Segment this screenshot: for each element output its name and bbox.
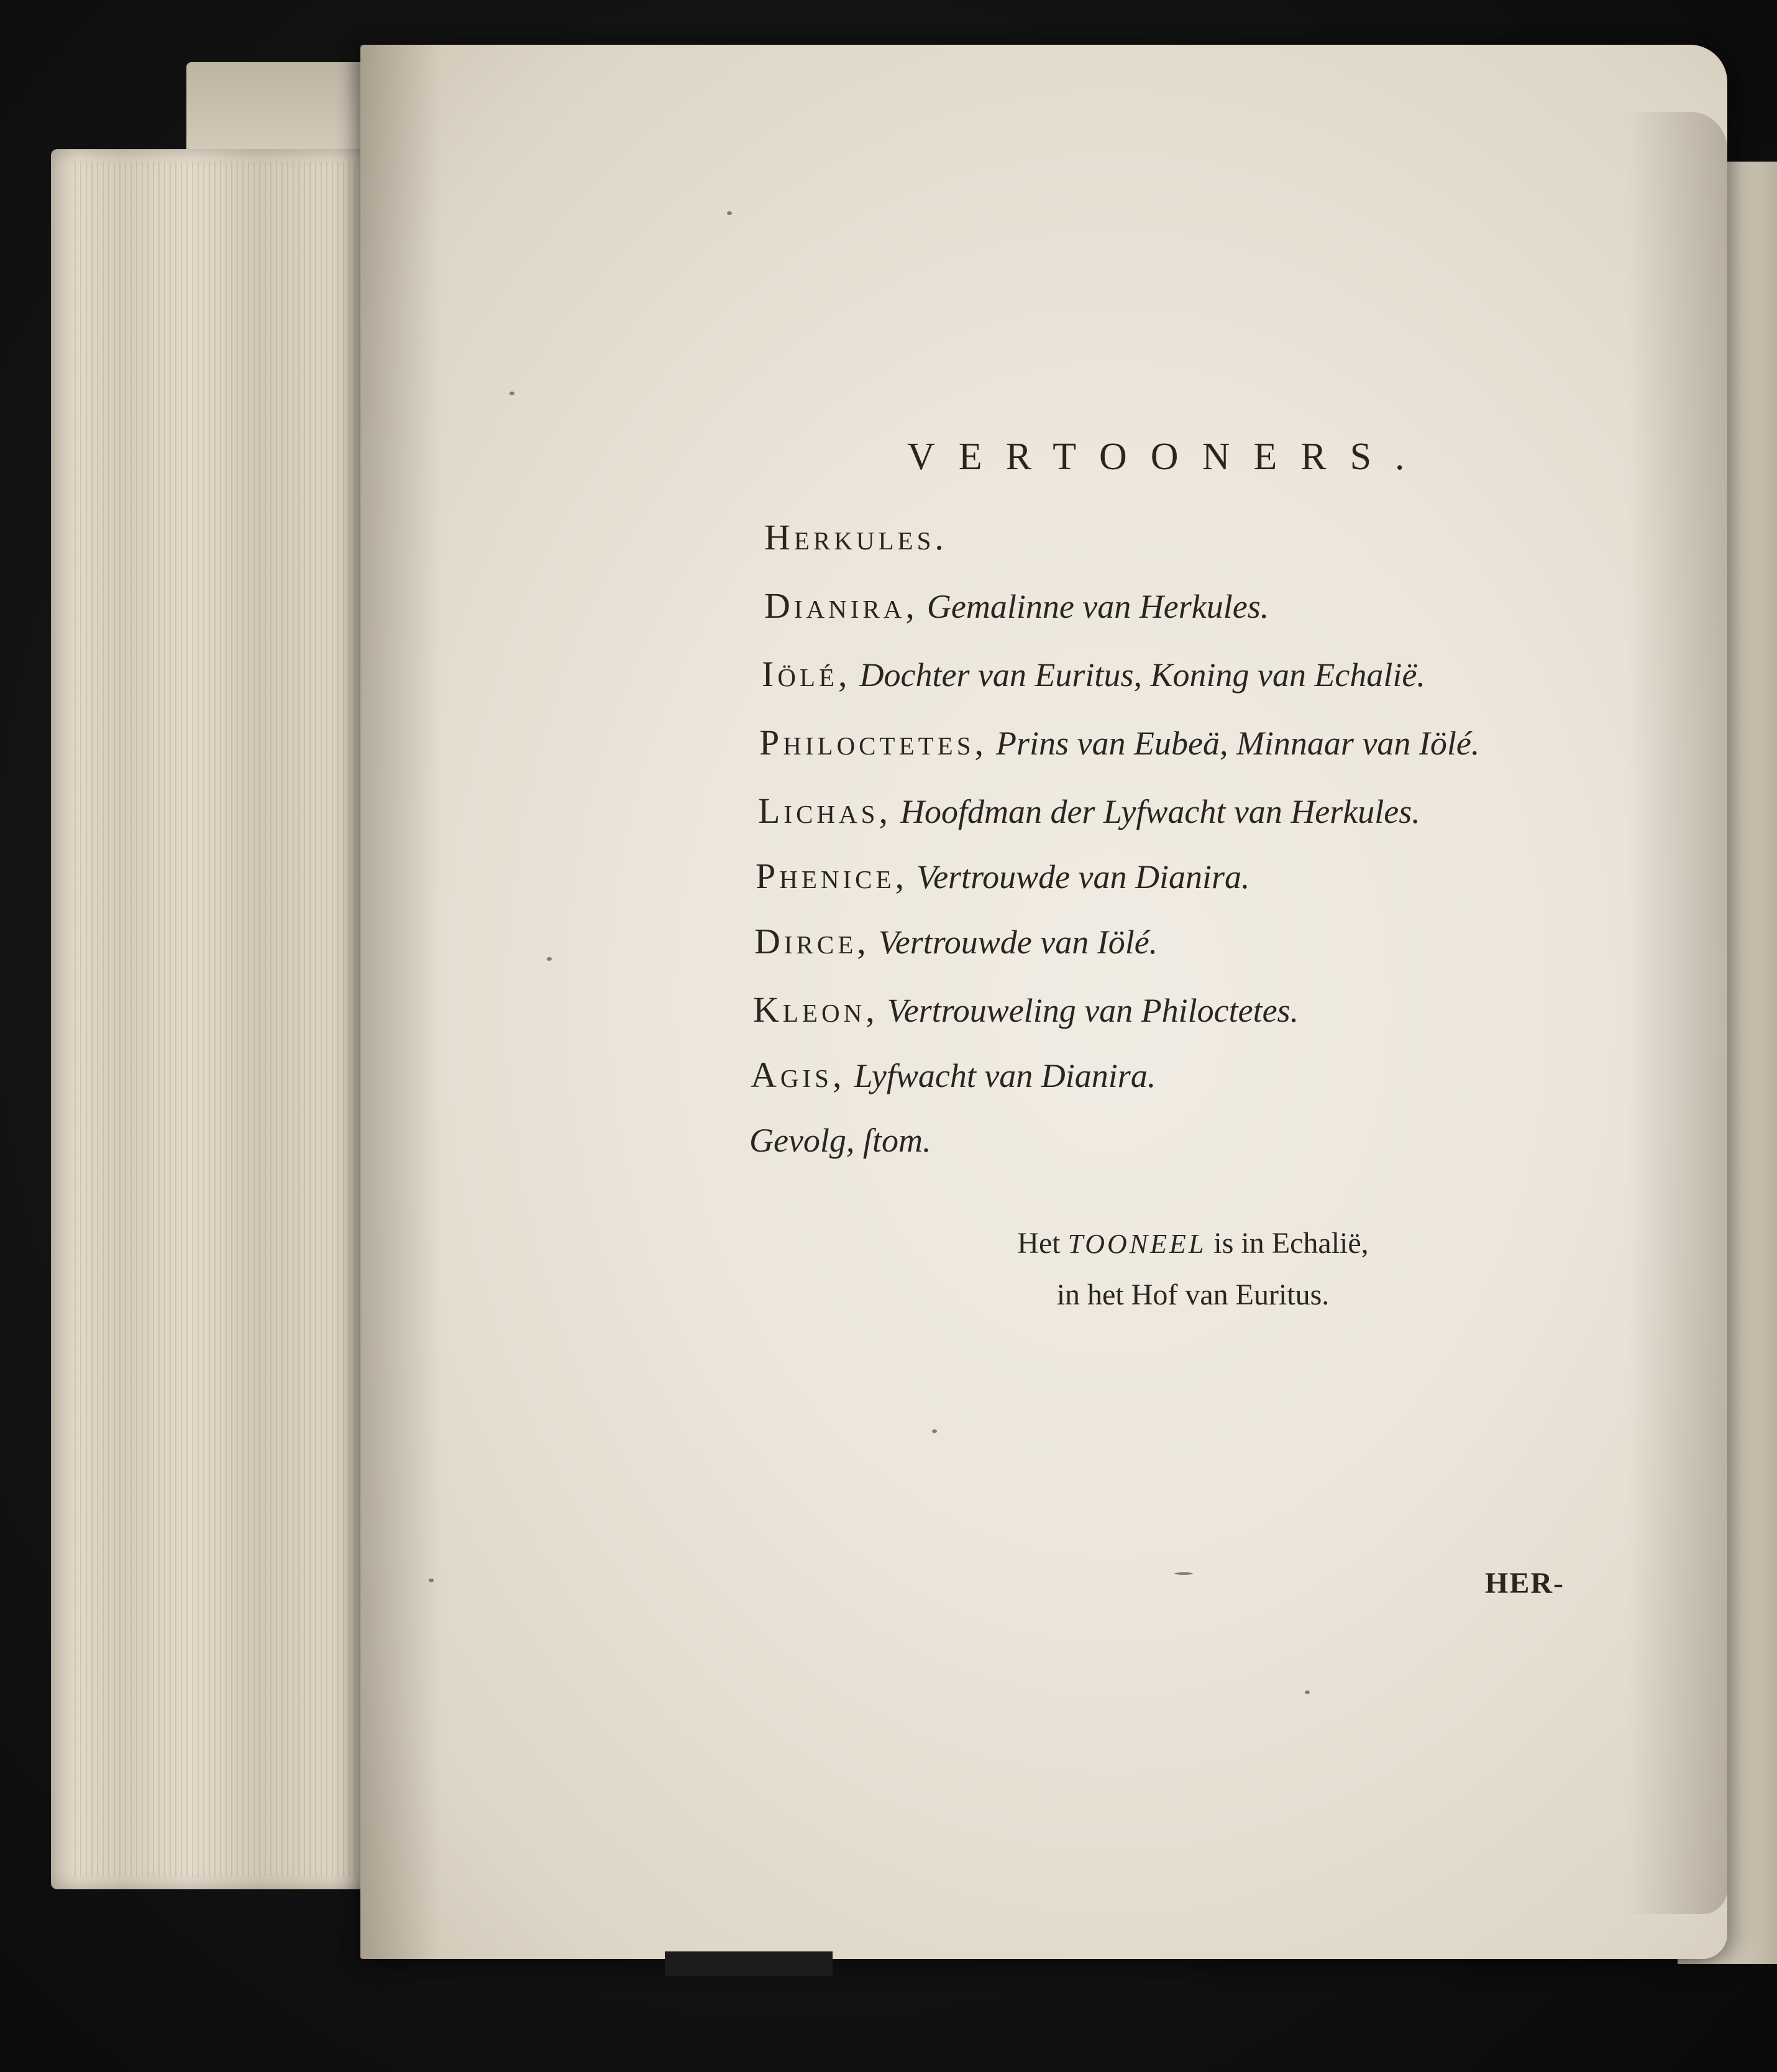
cast-description: Hoofdman der Lyfwacht van Herkules. xyxy=(900,793,1420,830)
paper-fleck xyxy=(509,392,514,395)
cast-name: Agis, xyxy=(751,1055,846,1095)
page-title: VERTOONERS. xyxy=(907,436,1428,478)
cast-name: Lichas, xyxy=(758,791,892,831)
paper-fleck xyxy=(429,1579,434,1582)
scene-line-2: in het Hof van Euritus. xyxy=(1056,1278,1330,1311)
paper-fleck xyxy=(932,1429,937,1433)
paper-fleck xyxy=(1305,1690,1310,1694)
catchword: HER- xyxy=(1485,1567,1565,1600)
cast-item xyxy=(754,920,1158,964)
cast-description: Prins van Eubeä, Minnaar van Iölé. xyxy=(996,725,1480,762)
cast-description: Vertrouweling van Philoctetes. xyxy=(887,992,1299,1029)
cast-description: Gemalinne van Herkules. xyxy=(926,588,1269,625)
paper-fleck xyxy=(1174,1572,1193,1575)
cast-item xyxy=(758,789,1420,833)
bottom-shadow xyxy=(665,1951,833,1976)
cast-item xyxy=(756,855,1250,899)
cast-description: Lyfwacht van Dianira. xyxy=(854,1057,1156,1094)
cast-item xyxy=(759,721,1479,765)
cast-description: Dochter van Euritus, Koning van Echalië. xyxy=(859,656,1425,694)
paper-fleck xyxy=(727,211,732,215)
cast-name: Kleon, xyxy=(753,989,879,1030)
cast-name: Dianira, xyxy=(764,585,918,626)
paper-fleck xyxy=(547,957,552,961)
cast-description: Gevolg, ſtom. xyxy=(749,1122,931,1159)
cast-item xyxy=(751,1053,1156,1098)
cast-item xyxy=(764,584,1269,628)
cast-item xyxy=(762,653,1425,697)
cast-name: Dirce, xyxy=(754,921,870,961)
cast-item xyxy=(764,516,948,560)
scene-text: Het xyxy=(1017,1227,1068,1260)
cast-description: Vertrouwde van Iölé. xyxy=(878,924,1158,961)
gutter-shadow xyxy=(360,45,441,1959)
page-curl-shadow xyxy=(1628,112,1727,1914)
cast-item xyxy=(753,988,1299,1032)
page-leaves xyxy=(75,162,373,1877)
cast-name: Iölé, xyxy=(762,654,851,694)
cast-description: Vertrouwde van Dianira. xyxy=(916,858,1250,896)
scene-note xyxy=(944,1218,1441,1321)
cast-name: Herkules. xyxy=(764,517,948,557)
scene-line-1 xyxy=(944,1218,1441,1270)
scene-emphasis: TOONEEL xyxy=(1067,1229,1207,1259)
scene-text: is in Echalië, xyxy=(1206,1227,1369,1260)
cast-name: Philoctetes, xyxy=(759,722,987,763)
cast-name: Phenice, xyxy=(756,856,908,896)
cast-item xyxy=(749,1119,931,1162)
